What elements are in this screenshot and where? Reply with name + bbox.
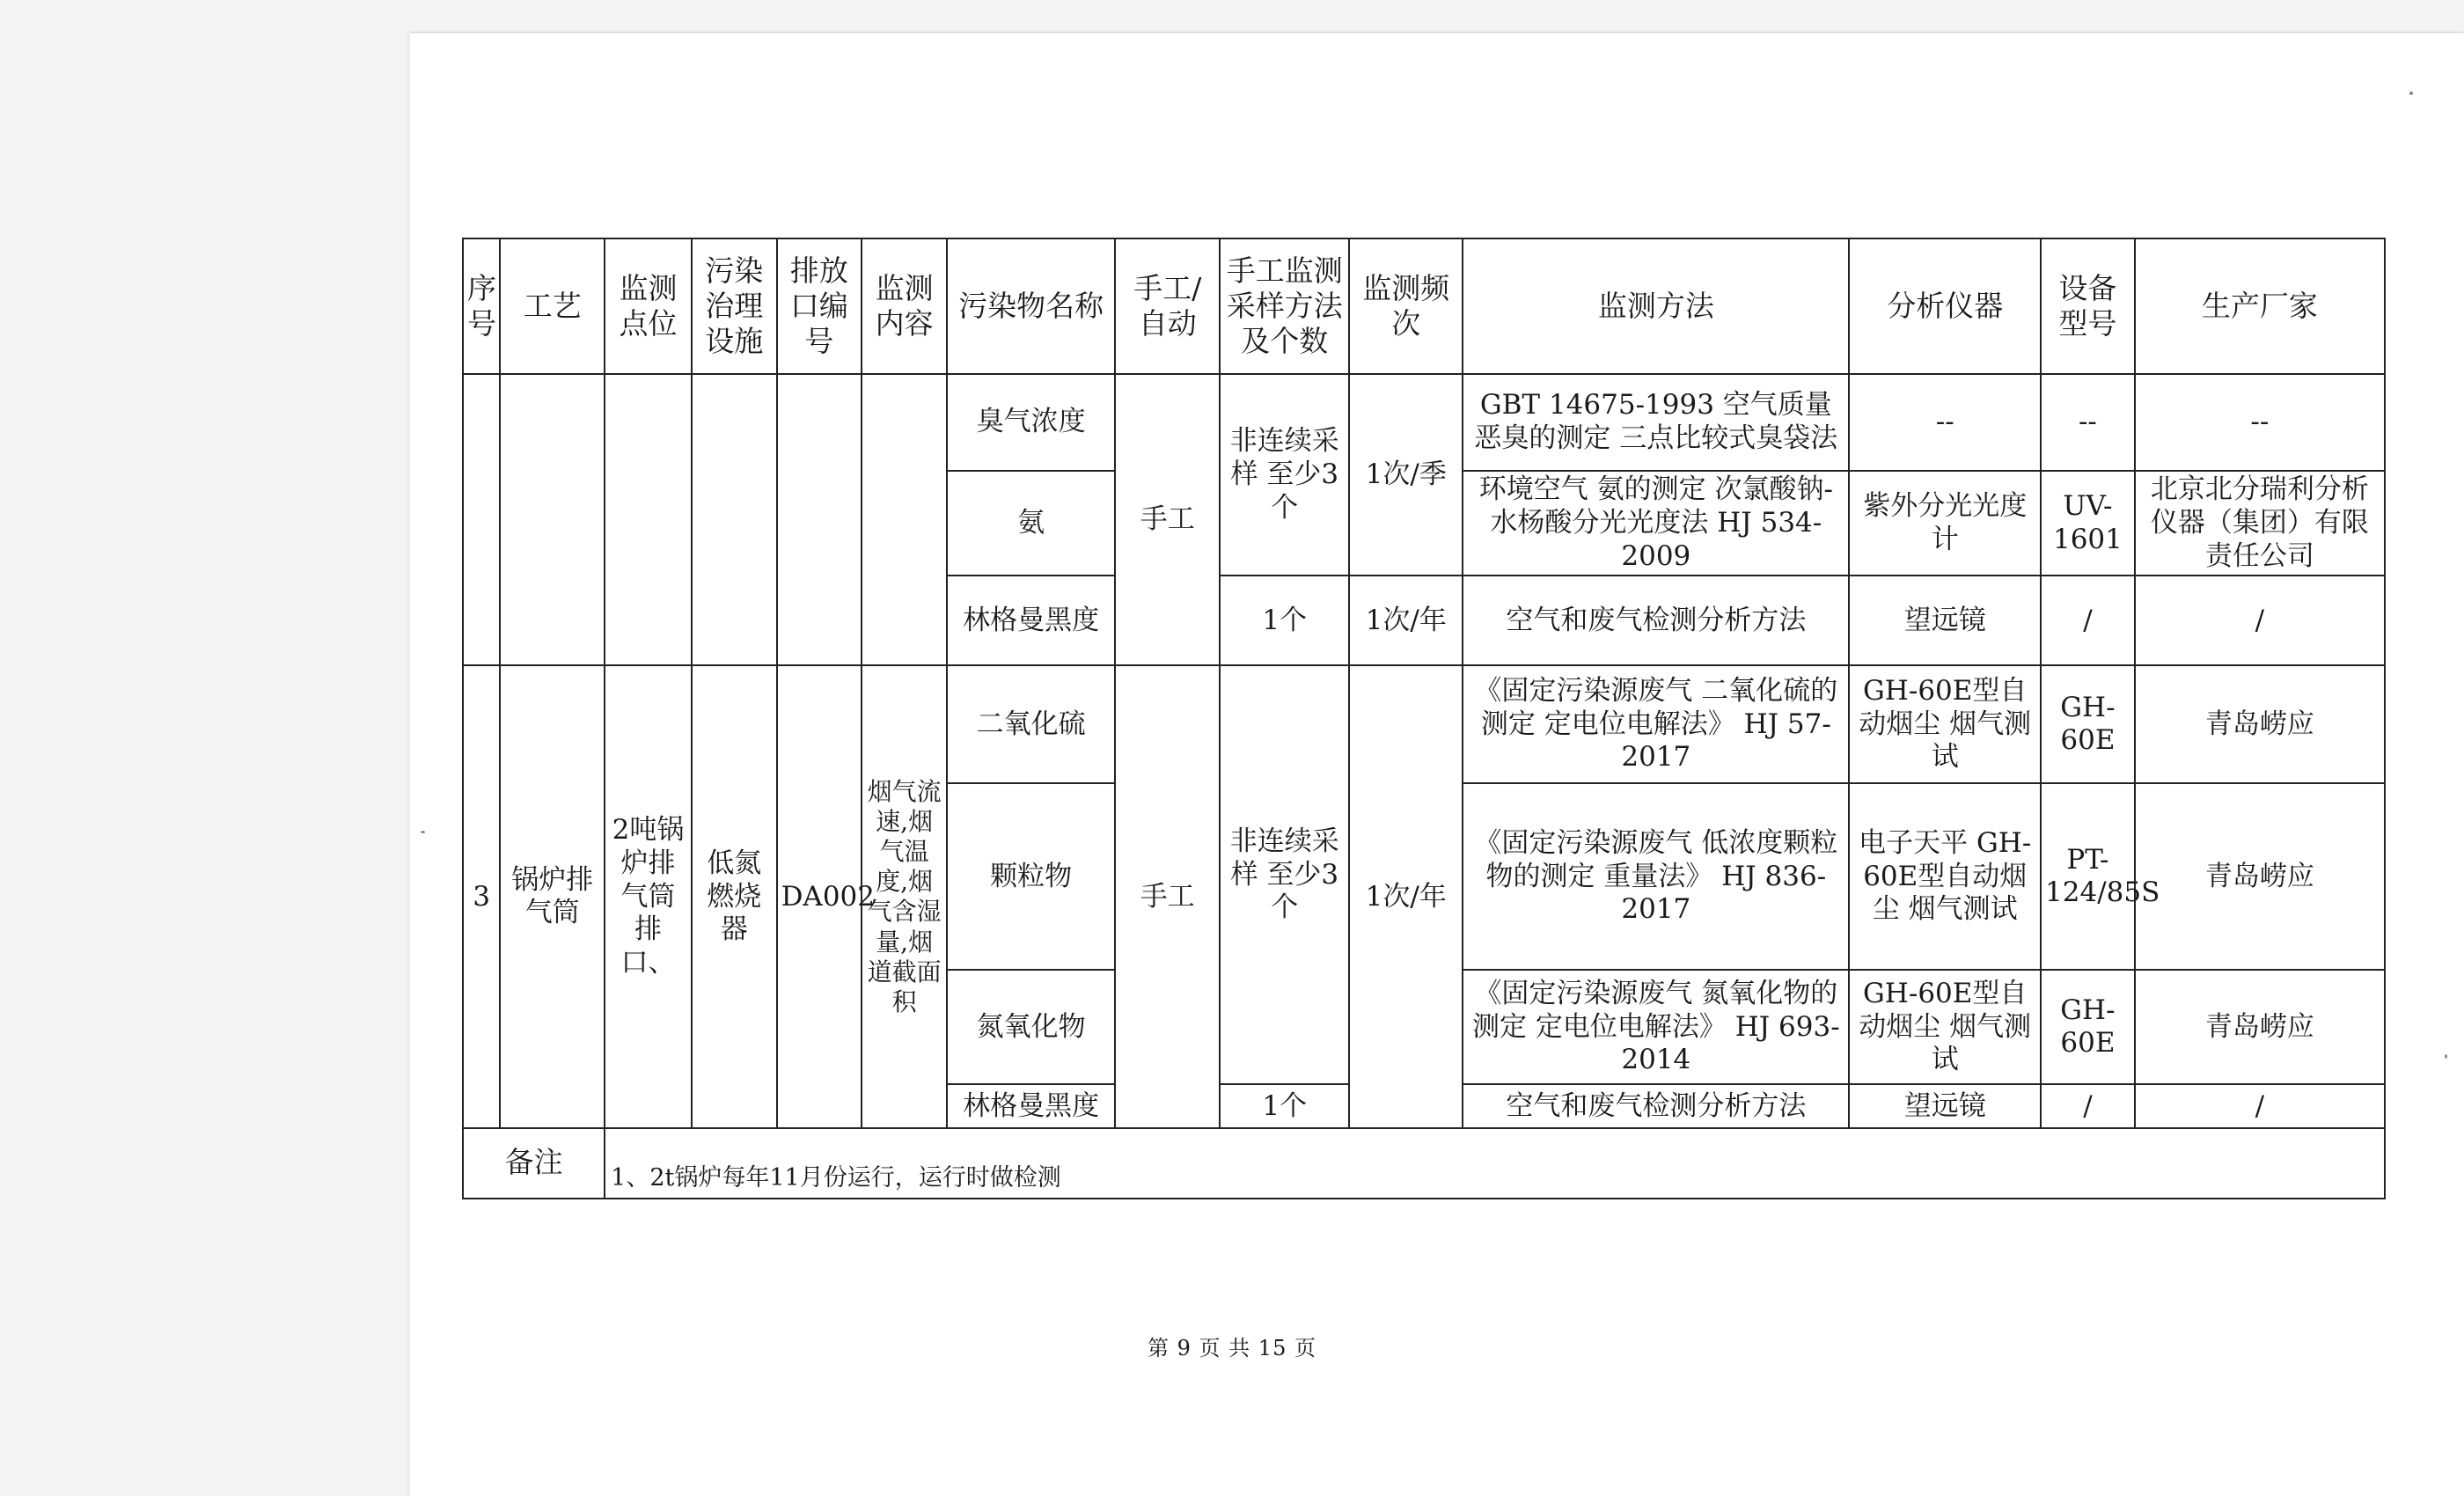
header-freq: 监测频次 xyxy=(1349,238,1463,374)
header-outlet: 排放口编号 xyxy=(777,238,862,374)
cell-pollutant: 林格曼黑度 xyxy=(947,1084,1115,1128)
cell-pollutant: 二氧化硫 xyxy=(947,665,1115,783)
monitoring-table xyxy=(462,238,2386,1199)
cell-process-empty xyxy=(500,374,605,665)
cell-facility-empty xyxy=(692,374,777,665)
cell-pollutant: 颗粒物 xyxy=(947,783,1115,970)
cell-seq-empty xyxy=(463,374,500,665)
cell-model: GH-60E xyxy=(2041,970,2135,1084)
cell-instrument: 紫外分光光度计 xyxy=(1849,471,2041,576)
header-facility: 污染治理设施 xyxy=(692,238,777,374)
cell-seq: 3 xyxy=(463,665,500,1128)
page-footer: 第 9 页 共 15 页 xyxy=(1148,1336,1316,1360)
cell-mode: 手工 xyxy=(1115,374,1220,665)
cell-maker: 青岛崂应 xyxy=(2135,970,2385,1084)
cell-method: 环境空气 氨的测定 次氯酸钠-水杨酸分光光度法 HJ 534-2009 xyxy=(1463,471,1849,576)
cell-content: 烟气流速,烟气温度,烟气含湿量,烟道截面积 xyxy=(862,665,947,1128)
cell-instrument: GH-60E型自动烟尘 烟气测试 xyxy=(1849,970,2041,1084)
header-method: 监测方法 xyxy=(1463,238,1849,374)
remark-row xyxy=(463,1128,2385,1199)
header-process: 工艺 xyxy=(500,238,605,374)
scan-speck xyxy=(2445,1054,2447,1059)
cell-maker: / xyxy=(2135,576,2385,665)
cell-sampling: 非连续采样 至少3个 xyxy=(1220,374,1349,576)
header-point: 监测点位 xyxy=(605,238,692,374)
remark-text: 1、2t锅炉每年11月份运行，运行时做检测 xyxy=(605,1128,2385,1199)
header-seq: 序号 xyxy=(463,238,500,374)
header-sampling: 手工监测采样方法及个数 xyxy=(1220,238,1349,374)
cell-pollutant: 臭气浓度 xyxy=(947,374,1115,471)
cell-freq: 1次/季 xyxy=(1349,374,1463,576)
header-row xyxy=(463,238,2385,374)
cell-instrument: -- xyxy=(1849,374,2041,471)
cell-instrument: 电子天平 GH-60E型自动烟尘 烟气测试 xyxy=(1849,783,2041,970)
cell-maker: 青岛崂应 xyxy=(2135,665,2385,783)
cell-model: / xyxy=(2041,1084,2135,1128)
cell-sampling: 1个 xyxy=(1220,576,1349,665)
cell-model: -- xyxy=(2041,374,2135,471)
cell-sampling: 非连续采样 至少3个 xyxy=(1220,665,1349,1084)
scan-speck xyxy=(421,831,425,833)
cell-maker: -- xyxy=(2135,374,2385,471)
page-top-edge xyxy=(410,32,2464,33)
cell-method: 《固定污染源废气 二氧化硫的测定 定电位电解法》 HJ 57-2017 xyxy=(1463,665,1849,783)
header-maker: 生产厂家 xyxy=(2135,238,2385,374)
header-mode: 手工/自动 xyxy=(1115,238,1220,374)
cell-freq: 1次/年 xyxy=(1349,665,1463,1128)
cell-model: GH-60E xyxy=(2041,665,2135,783)
cell-freq: 1次/年 xyxy=(1349,576,1463,665)
table-row xyxy=(463,374,2385,471)
cell-pollutant: 林格曼黑度 xyxy=(947,576,1115,665)
header-instrument: 分析仪器 xyxy=(1849,238,2041,374)
cell-instrument: GH-60E型自动烟尘 烟气测试 xyxy=(1849,665,2041,783)
cell-maker: / xyxy=(2135,1084,2385,1128)
cell-pollutant: 氨 xyxy=(947,471,1115,576)
cell-maker: 青岛崂应 xyxy=(2135,783,2385,970)
cell-outlet: DA002 xyxy=(777,665,862,1128)
cell-method: 空气和废气检测分析方法 xyxy=(1463,1084,1849,1128)
cell-method: 《固定污染源废气 氮氧化物的测定 定电位电解法》 HJ 693-2014 xyxy=(1463,970,1849,1084)
header-model: 设备型号 xyxy=(2041,238,2135,374)
cell-model: UV-1601 xyxy=(2041,471,2135,576)
cell-process: 锅炉排气筒 xyxy=(500,665,605,1128)
header-content: 监测内容 xyxy=(862,238,947,374)
cell-point: 2吨锅炉排气筒排口、 xyxy=(605,665,692,1128)
cell-maker: 北京北分瑞利分析仪器（集团）有限责任公司 xyxy=(2135,471,2385,576)
cell-method: 《固定污染源废气 低浓度颗粒物的测定 重量法》 HJ 836-2017 xyxy=(1463,783,1849,970)
cell-model: / xyxy=(2041,576,2135,665)
cell-mode: 手工 xyxy=(1115,665,1220,1128)
scan-speck xyxy=(2409,92,2413,95)
cell-outlet-empty xyxy=(777,374,862,665)
cell-model: PT-124/85S xyxy=(2041,783,2135,970)
cell-pollutant: 氮氧化物 xyxy=(947,970,1115,1084)
cell-instrument: 望远镜 xyxy=(1849,1084,2041,1128)
cell-method: 空气和废气检测分析方法 xyxy=(1463,576,1849,665)
remark-label: 备注 xyxy=(463,1128,605,1199)
cell-method: GBT 14675-1993 空气质量 恶臭的测定 三点比较式臭袋法 xyxy=(1463,374,1849,471)
cell-content-empty xyxy=(862,374,947,665)
cell-point-empty xyxy=(605,374,692,665)
header-pollutant: 污染物名称 xyxy=(947,238,1115,374)
table-row xyxy=(463,665,2385,783)
cell-instrument: 望远镜 xyxy=(1849,576,2041,665)
cell-facility: 低氮燃烧器 xyxy=(692,665,777,1128)
cell-sampling: 1个 xyxy=(1220,1084,1349,1128)
